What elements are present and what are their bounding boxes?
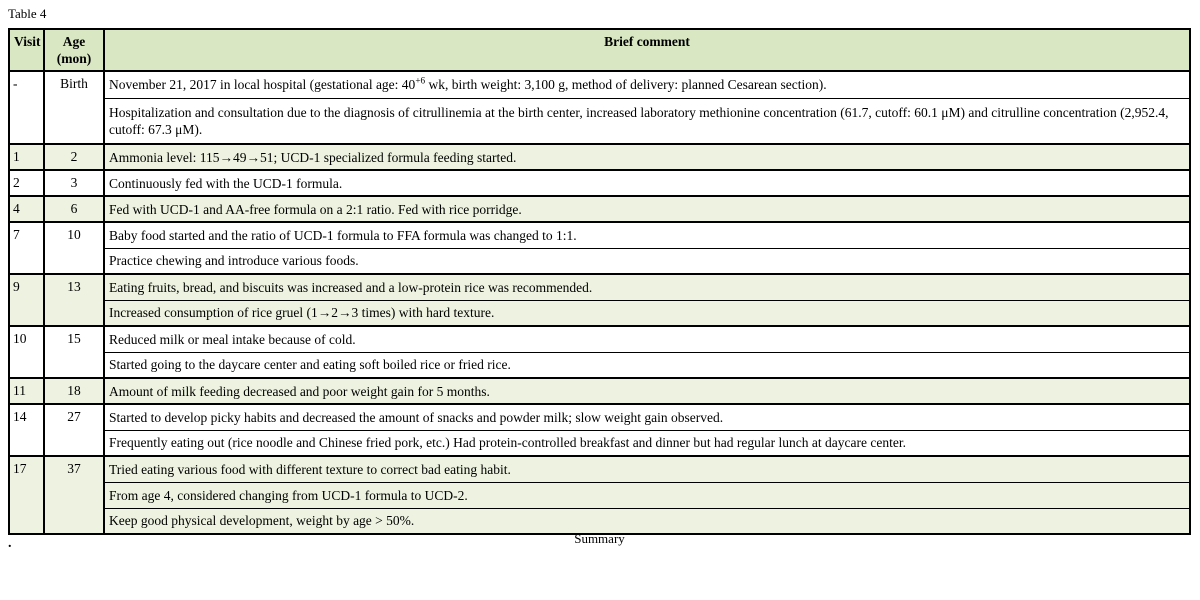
comment-cell: Increased consumption of rice gruel (1→2→3 times) with hard texture. — [104, 300, 1190, 326]
table-row — [9, 482, 1190, 508]
comment-cell: From age 4, considered changing from UCD-1 formula to UCD-2. — [104, 482, 1190, 508]
col-header-age — [44, 29, 104, 71]
age-cell: 37 — [44, 456, 104, 534]
comment-cell: Fed with UCD-1 and AA-free formula on a 2:1 ratio. Fed with rice porridge. — [104, 196, 1190, 222]
table-row — [9, 404, 1190, 430]
age-cell: 18 — [44, 378, 104, 404]
age-header-line1: Age — [62, 34, 86, 49]
age-cell: 15 — [44, 326, 104, 378]
table-caption: Table 4 — [8, 6, 47, 21]
header-row — [9, 29, 1190, 71]
age-header-line2: (mon) — [56, 51, 92, 66]
visit-cell: 9 — [9, 274, 44, 326]
comment-cell: Started going to the daycare center and eating soft boiled rice or fried rice. — [104, 352, 1190, 378]
visit-cell: - — [9, 71, 44, 144]
comment-cell: Continuously fed with the UCD-1 formula. — [104, 170, 1190, 196]
stray-period: . — [8, 536, 12, 551]
table-row — [9, 222, 1190, 248]
table-row — [9, 352, 1190, 378]
table-row — [9, 248, 1190, 274]
comment-cell: Eating fruits, bread, and biscuits was increased and a low-protein rice was recommended. — [104, 274, 1190, 300]
visit-cell: 10 — [9, 326, 44, 378]
table-row — [9, 300, 1190, 326]
visit-cell: 2 — [9, 170, 44, 196]
comment-cell: Started to develop picky habits and decreased the amount of snacks and powder milk; slow weight gain observed. — [104, 404, 1190, 430]
visit-cell: 17 — [9, 456, 44, 534]
age-cell: 10 — [44, 222, 104, 274]
comment-cell: Baby food started and the ratio of UCD-1 formula to FFA formula was changed to 1:1. — [104, 222, 1190, 248]
comment-cell: Tried eating various food with different texture to correct bad eating habit. — [104, 456, 1190, 482]
table-row — [9, 196, 1190, 222]
comment-cell — [104, 71, 1190, 98]
table-row — [9, 274, 1190, 300]
table-row — [9, 98, 1190, 144]
comment-cell: Frequently eating out (rice noodle and Chinese fried pork, etc.) Had protein-controlled breakfast and dinner but had regular lunch at daycare center. — [104, 430, 1190, 456]
comment-cell: Hospitalization and consultation due to the diagnosis of citrullinemia at the birth center, increased laboratory methionine concentration (61.7, cutoff: 60.1 μM) and citrulline concentration (2,952.4, cutoff: 67.3 μM). — [104, 98, 1190, 144]
visit-history-table — [8, 28, 1191, 535]
age-cell: 2 — [44, 144, 104, 170]
age-cell: Birth — [44, 71, 104, 144]
age-cell: 13 — [44, 274, 104, 326]
table-row — [9, 378, 1190, 404]
table-row — [9, 71, 1190, 98]
visit-cell: 4 — [9, 196, 44, 222]
table-row — [9, 144, 1190, 170]
visit-cell: 1 — [9, 144, 44, 170]
comment-cell: Ammonia level: 115→49→51; UCD-1 specialized formula feeding started. — [104, 144, 1190, 170]
col-header-comment: Brief comment — [104, 29, 1190, 71]
visit-cell: 11 — [9, 378, 44, 404]
comment-cell: Reduced milk or meal intake because of cold. — [104, 326, 1190, 352]
col-header-visit: Visit — [9, 29, 44, 71]
table-row — [9, 170, 1190, 196]
comment-cell: Amount of milk feeding decreased and poor weight gain for 5 months. — [104, 378, 1190, 404]
comment-text: November 21, 2017 in local hospital (gestational age: 40 — [109, 77, 416, 93]
table-row — [9, 326, 1190, 352]
superscript-gestational-age: +6 — [415, 75, 426, 86]
age-cell: 6 — [44, 196, 104, 222]
table-row — [9, 456, 1190, 482]
comment-cell: Keep good physical development, weight by age > 50%. — [104, 508, 1190, 534]
comment-text: wk, birth weight: 3,100 g, method of delivery: planned Cesarean section). — [425, 77, 827, 93]
visit-cell: 7 — [9, 222, 44, 274]
table-row — [9, 430, 1190, 456]
summary-label: Summary — [574, 531, 625, 546]
age-cell: 3 — [44, 170, 104, 196]
visit-cell: 14 — [9, 404, 44, 456]
age-cell: 27 — [44, 404, 104, 456]
comment-cell: Practice chewing and introduce various foods. — [104, 248, 1190, 274]
